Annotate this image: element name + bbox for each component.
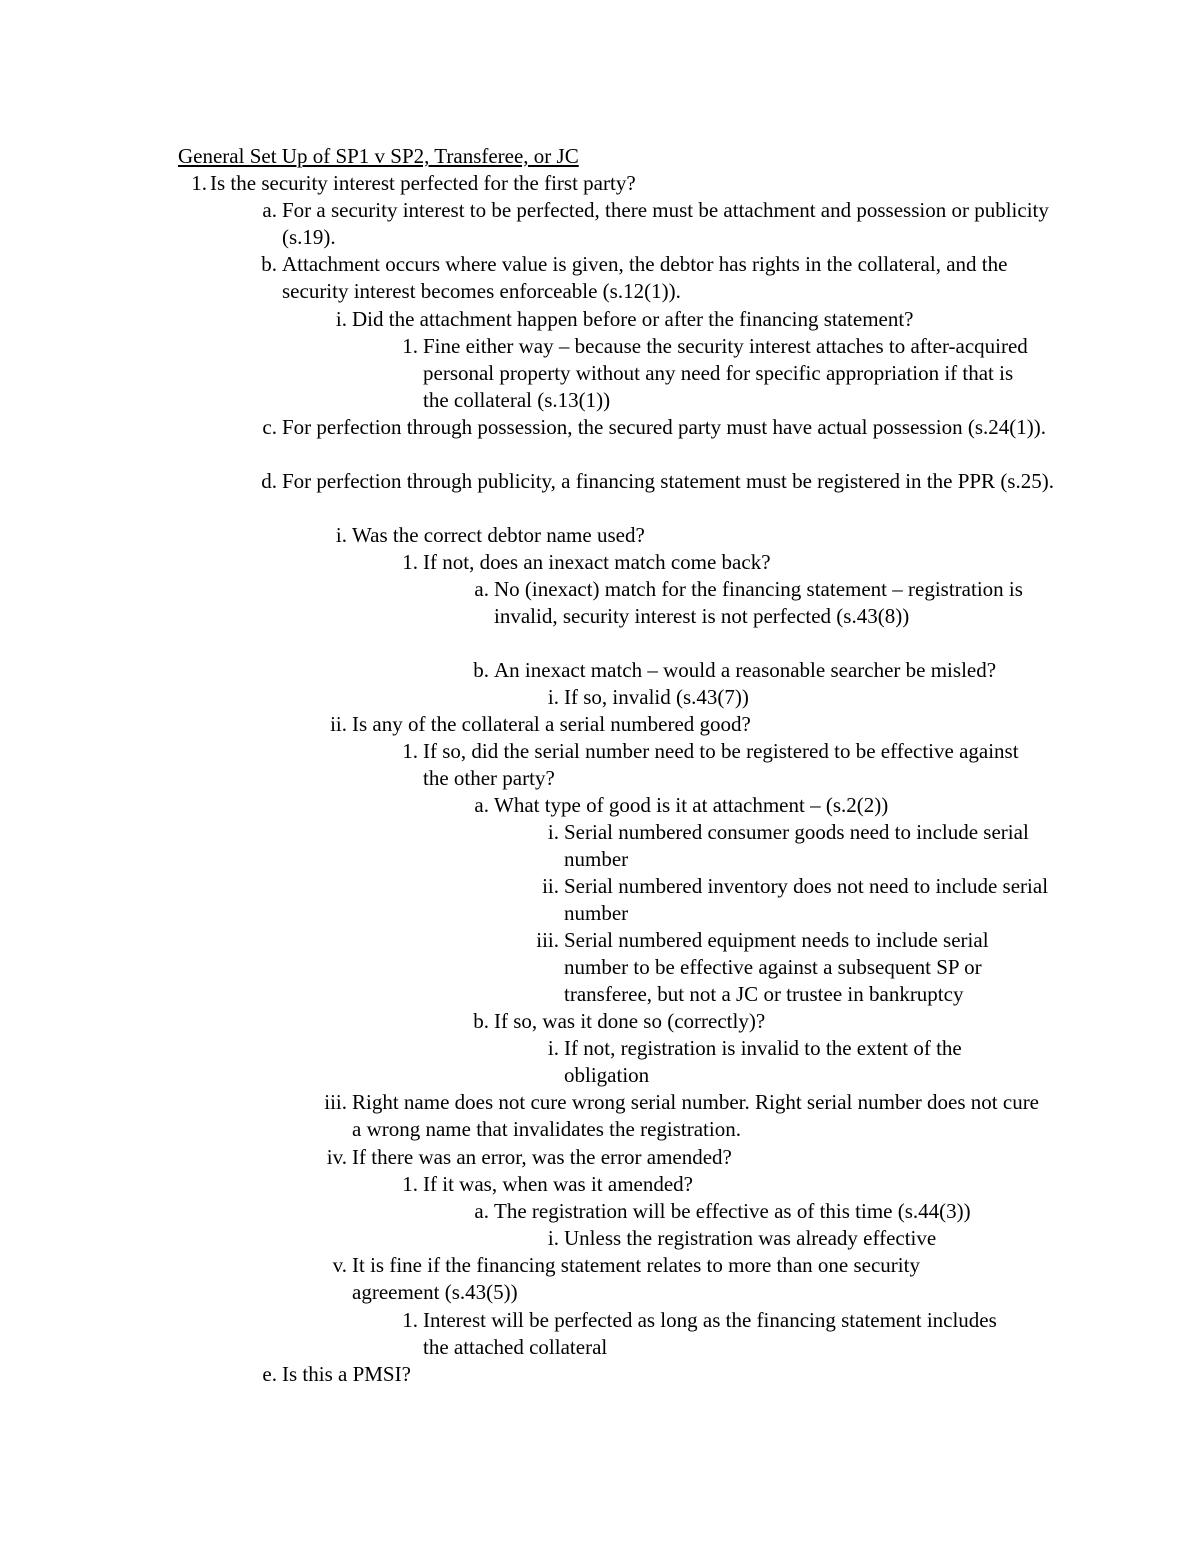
document-title: General Set Up of SP1 v SP2, Transferee, or JC (178, 144, 579, 168)
list-item (474, 576, 1024, 630)
list-marker: b. (261, 252, 277, 276)
list-item (262, 1361, 982, 1388)
list-item-text: The registration will be effective as of this time (s.44(3)) (494, 1199, 971, 1223)
list-marker: c. (262, 415, 277, 439)
list-item-text: Serial numbered equipment needs to include serial number to be effective against a subsequent SP or transferee, but not a JC or trustee in bankruptcy (564, 928, 989, 1006)
list-item-text: For perfection through publicity, a financing statement must be registered in the PPR (s.25). (282, 469, 1054, 493)
list-item (474, 792, 1054, 819)
list-marker: 1. (402, 334, 418, 358)
list-item-text: Was the correct debtor name used? (352, 523, 645, 547)
list-item (335, 306, 1072, 333)
list-item (261, 468, 1062, 495)
list-marker: 1. (402, 1308, 418, 1332)
list-marker: i. (547, 820, 559, 844)
list-item-text: If it was, when was it amended? (423, 1172, 693, 1196)
list-marker: i. (547, 685, 559, 709)
list-item (402, 1307, 1013, 1361)
list-item (536, 927, 1049, 1008)
list-item (326, 1144, 1052, 1171)
list-marker: a. (474, 793, 489, 817)
list-marker: a. (262, 198, 277, 222)
list-item (262, 197, 1082, 251)
list-marker: 1. (402, 739, 418, 763)
list-item-text: Is this a PMSI? (282, 1362, 411, 1386)
list-marker: i. (335, 523, 347, 547)
list-marker: 1. (402, 550, 418, 574)
list-marker: i. (547, 1226, 559, 1250)
list-item-text: If so, invalid (s.43(7)) (564, 685, 749, 709)
list-item (473, 657, 1094, 684)
list-marker: e. (262, 1362, 277, 1386)
list-item-text: Is the security interest perfected for the first party? (210, 171, 636, 195)
list-item-text: Serial numbered consumer goods need to include serial number (564, 820, 1029, 871)
list-item-text: Did the attachment happen before or after the financing statement? (352, 307, 914, 331)
list-item-text: For perfection through possession, the secured party must have actual possession (s.24(1)). (282, 415, 1046, 439)
list-marker: ii. (542, 874, 559, 898)
list-marker: a. (474, 1199, 489, 1223)
list-item-text: It is fine if the financing statement relates to more than one security agreement (s.43(5)) (352, 1253, 920, 1304)
list-item (547, 1225, 1064, 1252)
list-item-text: Fine either way – because the security interest attaches to after-acquired personal property without any need for specific appropriation if that is the collateral (s.13(1)) (423, 334, 1028, 412)
list-marker: b. (473, 658, 489, 682)
list-item (191, 170, 1090, 197)
list-marker: a. (474, 577, 489, 601)
list-item (474, 1198, 1074, 1225)
list-item-text: What type of good is it at attachment – (s.2(2)) (494, 793, 889, 817)
list-marker: 1. (402, 1172, 418, 1196)
list-marker: v. (332, 1253, 347, 1277)
list-marker: b. (473, 1009, 489, 1033)
list-item (335, 522, 1052, 549)
list-item-text: If not, registration is invalid to the extent of the obligation (564, 1036, 962, 1087)
list-item (402, 738, 1043, 792)
list-item-text: For a security interest to be perfected, there must be attachment and possession or publicity (s.19). (282, 198, 1049, 249)
list-item (542, 873, 1059, 927)
list-item-text: Serial numbered inventory does not need to include serial number (564, 874, 1049, 925)
list-item (547, 1035, 1024, 1089)
list-marker: ii. (330, 712, 347, 736)
list-marker: 1. (191, 171, 207, 195)
list-item-text: No (inexact) match for the financing statement – registration is invalid, security interest is not perfected (s.43(8)) (494, 577, 1023, 628)
list-item-text: If there was an error, was the error amended? (352, 1145, 732, 1169)
list-item (402, 549, 1063, 576)
list-item (261, 251, 1042, 305)
list-item-text: Right name does not cure wrong serial number. Right serial number does not cure a wrong name that invalidates the registration. (352, 1090, 1040, 1141)
list-item (547, 819, 1044, 873)
list-item-text: Interest will be perfected as long as the financing statement includes the attached collateral (423, 1308, 997, 1359)
list-item (262, 414, 1072, 441)
list-item-text: If not, does an inexact match come back? (423, 550, 771, 574)
list-item (473, 1008, 1054, 1035)
list-item (402, 333, 1033, 414)
list-item-text: Is any of the collateral a serial numbered good? (352, 712, 751, 736)
list-item-text: If so, did the serial number need to be registered to be effective against the other party? (423, 739, 1019, 790)
list-marker: iii. (536, 928, 559, 952)
list-marker: i. (547, 1036, 559, 1060)
list-marker: iv. (326, 1145, 347, 1169)
list-item (330, 711, 1052, 738)
list-marker: d. (261, 469, 277, 493)
list-item (547, 684, 1064, 711)
list-item (324, 1089, 1052, 1143)
list-item-text: Unless the registration was already effective (564, 1226, 937, 1250)
list-item (332, 1252, 1012, 1306)
list-marker: i. (335, 307, 347, 331)
list-marker: iii. (324, 1090, 347, 1114)
list-item-text: If so, was it done so (correctly)? (494, 1009, 766, 1033)
list-item-text: An inexact match – would a reasonable searcher be misled? (494, 658, 997, 682)
list-item (402, 1171, 1043, 1198)
list-item-text: Attachment occurs where value is given, the debtor has rights in the collateral, and the security interest becomes enforceable (s.12(1)). (282, 252, 1008, 303)
